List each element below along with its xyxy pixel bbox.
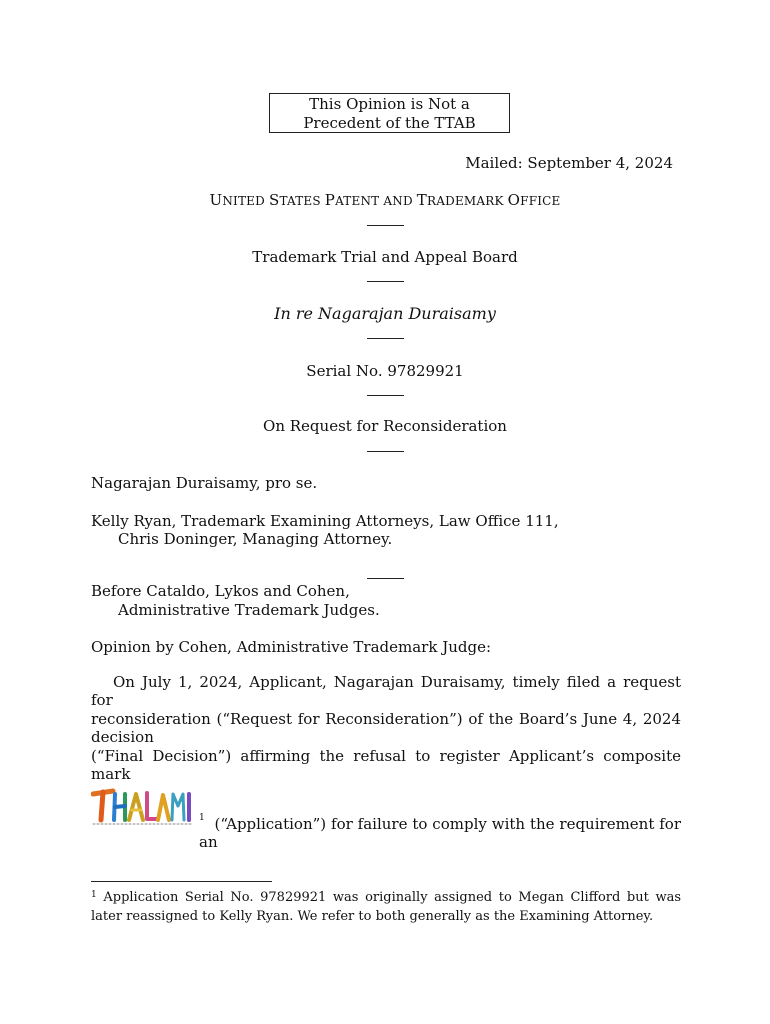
body-line2: reconsideration (“Request for Reconsideration”) of the Board’s June 4, 2024 decision	[91, 710, 681, 746]
composite-mark-logo	[91, 786, 193, 828]
divider	[367, 225, 404, 226]
examiner-line2: Chris Doninger, Managing Attorney.	[118, 530, 393, 548]
divider	[367, 281, 404, 282]
examiner-line1: Kelly Ryan, Trademark Examining Attorneys, Law Office 111,	[91, 512, 559, 530]
opinion-by: Opinion by Cohen, Administrative Trademark Judge:	[91, 638, 491, 656]
footnote-marker: 1	[91, 890, 97, 900]
precedent-notice-box	[269, 93, 510, 133]
body-line3: (“Final Decision”) affirming the refusal to register Applicant’s composite mark	[91, 747, 681, 783]
body-line1: On July 1, 2024, Applicant, Nagarajan Duraisamy, timely filed a request for	[91, 673, 681, 709]
divider	[367, 578, 404, 579]
office-heading: UNITED STATES PATENT AND TRADEMARK OFFICE	[209, 191, 561, 209]
mailed-date: Mailed: September 4, 2024	[465, 154, 673, 172]
precedent-notice-line1: This Opinion is Not a	[309, 95, 470, 113]
applicant-line: Nagarajan Duraisamy, pro se.	[91, 474, 318, 492]
footnote-text: Application Serial No. 97829921 was originally assigned to Megan Clifford but was later reassigned to Kelly Ryan. We refer to both generally as the Examining Attorney.	[91, 890, 681, 924]
divider	[367, 395, 404, 396]
footnote-divider	[91, 881, 272, 882]
panel-line2: Administrative Trademark Judges.	[118, 601, 380, 619]
case-title: In re Nagarajan Duraisamy	[274, 304, 496, 323]
panel-line1: Before Cataldo, Lykos and Cohen,	[91, 582, 350, 600]
footnote-reference[interactable]: 1	[199, 813, 205, 823]
svg-text:THALAMI: THALAMI	[139, 827, 145, 828]
body-line4: $^1$ (“Application”) for failure to comply with the requirement for an	[199, 813, 681, 851]
divider	[367, 338, 404, 339]
board-name: Trademark Trial and Appeal Board	[252, 248, 518, 266]
precedent-notice-line2: Precedent of the TTAB	[303, 114, 476, 132]
serial-number: Serial No. 97829921	[306, 362, 464, 380]
proceeding-type: On Request for Reconsideration	[263, 417, 507, 435]
footnote	[91, 888, 681, 926]
divider	[367, 451, 404, 452]
